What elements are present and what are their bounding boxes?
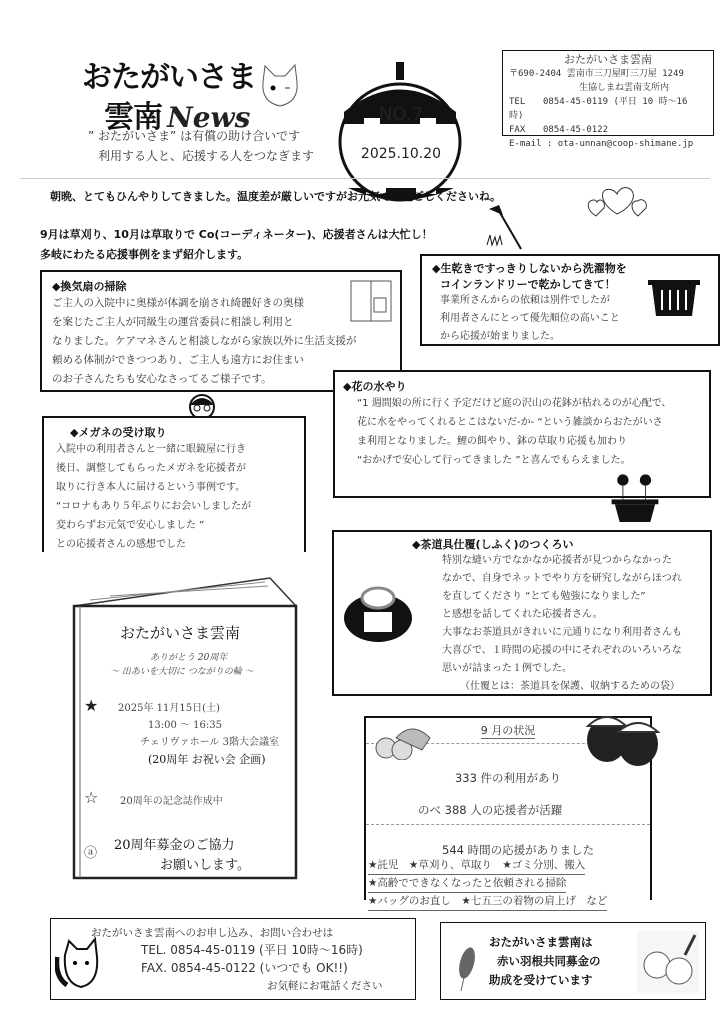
stats-list-item: ★バッグのお直し ★七五三の着物の肩上げ など — [368, 893, 607, 911]
contact-tel: TEL. 0854-45-0119 (平日 10時～16時) — [141, 943, 363, 957]
case-line: 事業所さんからの依頼は別件でしたが — [440, 295, 610, 306]
case-line: 後日、調整してもらったメガネを応援者が — [56, 463, 246, 474]
case-line: から応援が始まりました。 — [440, 331, 560, 342]
circle-a-icon: ⓐ — [84, 846, 98, 861]
case-title-line2: コインランドリーで乾かしてきて！ — [440, 278, 616, 291]
case-line: との応援者さんの感想でした — [56, 539, 186, 550]
case-title: ◆花の水やり — [343, 380, 407, 393]
anniversary-book — [70, 576, 302, 882]
hearts-icon — [582, 184, 652, 218]
intro-line2: 多岐にわたる応援事例をまず紹介します。 — [40, 248, 249, 261]
case-line: なりました。ケアマネさんと相談しながら家族以外に生活支援が — [52, 335, 357, 347]
event-venue: チェリヴァホール 3階大会議室 — [140, 737, 279, 748]
case-line: と感想を話してくれた応援者さん。 — [442, 609, 603, 620]
case-line: 思いが詰まった１例でした。 — [442, 663, 572, 674]
logo-line1: おたがいさま — [82, 60, 256, 95]
issue-date: 2025.10.20 — [360, 146, 442, 162]
case-title: ◆換気扇の掃除 — [52, 280, 127, 293]
case-line: ご主人の入院中に奥様が体調を崩され綺麗好きの奥様 — [52, 297, 304, 309]
case-title: ◆生乾きですっきりしないから洗濯物を — [432, 262, 627, 275]
contact-closing: お気軽にお電話ください — [267, 980, 383, 992]
stats-list-item: ★高齢でできなくなったと依頼される掃除 — [368, 875, 566, 893]
stats-list-item: ★託児 ★草刈り、草取り ★ゴミ分別、搬入 — [368, 857, 585, 875]
case-tea-utensil-pouch — [332, 530, 712, 696]
case-line: 特別な縫い方でなかなか応援者が見つからなかった — [442, 555, 672, 566]
contact-box — [50, 918, 416, 1000]
anniversary-subtitle1: ありがとう 20周年 — [150, 653, 228, 663]
case-line: 取りに行き本人に届けるという事例です。 — [56, 482, 246, 493]
intro-greeting: 朝晩、とてもひんやりしてきました。温度差が厳しいですがお元気でお過ごしくださいね。 — [50, 190, 501, 203]
fundraising-request: 20周年募金のご協力 — [114, 838, 235, 853]
event-date: 2025年 11月15日(土) — [118, 703, 220, 714]
case-line: 大喜びで、１時間の応援の中にそれぞれのいろいろな — [442, 645, 682, 656]
logo-news: News — [167, 101, 251, 134]
stats-supporters: のべ 388 人の応援者が活躍 — [418, 803, 563, 817]
case-line: ま利用となりました。鯉の餌やり、鉢の草取り応援も加わり — [357, 436, 627, 447]
address-box — [502, 50, 714, 149]
address-office: 生協しまね雲南支所内 — [579, 83, 670, 93]
star-outline-icon: ☆ — [84, 788, 99, 807]
pumpkin-icon — [336, 62, 466, 202]
grant-line2: 赤い羽根共同募金の — [497, 954, 601, 968]
tea-bowl-icon — [342, 582, 414, 642]
star-icon: ★ — [84, 696, 99, 715]
contact-fax: FAX. 0854-45-0122 (いつでも OK!!) — [141, 961, 348, 975]
case-line: 入院中の利用者さんと一緒に眼鏡屋に行き — [56, 444, 246, 455]
divider — [20, 178, 710, 179]
case-line: “コロナもあり５年ぶりにお会いしましたが — [56, 501, 252, 512]
tagline-line1: ” おたがいさま” は有償の助け合いです — [88, 129, 301, 143]
stats-uses: 333 件の利用があり — [454, 771, 562, 785]
anniversary-subtitle2: ～ 出あいを大切に つながりの輪 ～ — [110, 667, 254, 677]
address-org: おたがいさま雲南 — [564, 53, 652, 66]
grant-line1: おたがいさま雲南は — [489, 935, 593, 949]
case-line: を案じたご主人が同級生の運営委員に相談し利用と — [52, 316, 294, 328]
event-time: 13:00 ～ 16:35 — [148, 720, 222, 731]
chestnuts-icon — [372, 720, 434, 760]
stats-hours: 544 時間の応援がありました — [442, 843, 595, 857]
address-fax: 0854-45-0122 — [543, 125, 609, 135]
tagline-line2: 利用する人と、応援する人をつなぎます — [98, 149, 315, 163]
acorns-icon — [582, 704, 662, 768]
event-name: (20周年 お祝い会 企画) — [148, 753, 266, 766]
shovel-icon — [485, 205, 525, 250]
case-line: 花に水をやってくれるとこはないだ-か- “という雑談からおたがいさ — [357, 417, 663, 428]
intro-line1: 9月は草刈り、10月は草取りで Co(コーディネーター)、応援者さんは大忙し！ — [40, 228, 433, 241]
fundraising-request-line2: お願いします。 — [160, 858, 250, 873]
cat-phone-icon — [55, 937, 105, 993]
anniversary-title: おたがいさま雲南 — [120, 624, 241, 642]
case-line: 利用者さんにとって優先順位の高いこと — [440, 313, 620, 324]
red-feather-grant-box — [440, 922, 706, 1000]
cat-icon — [255, 62, 303, 112]
grant-line3: 助成を受けています — [489, 973, 593, 987]
address-postal: 〒690-2404 雲南市三刀屋町三刀屋 1249 — [509, 69, 684, 79]
window-cleaning-icon — [350, 280, 392, 322]
case-line: 頼める体制ができつつあり、ご主人も遠方にお住まい — [52, 354, 304, 366]
red-feather-mascot-icon — [635, 929, 701, 995]
address-tel: 0854-45-0119 (平日 10 時～16 時) — [509, 97, 688, 121]
case-line: を直してくださり “とても勉強になりました” — [442, 591, 646, 602]
fax-label: FAX — [509, 125, 526, 135]
case-line: 大事なお茶道具がきれいに元通りになり利用者さんも — [442, 627, 682, 638]
case-title: ◆メガネの受け取り — [70, 426, 167, 439]
masthead-logo — [82, 52, 262, 136]
feather-icon — [455, 943, 479, 993]
tagline — [88, 126, 314, 166]
case-glasses — [42, 416, 306, 552]
case-laundry — [420, 254, 720, 346]
case-line: “おかげで安心して行ってきました ”と喜んでもらえました。 — [357, 455, 631, 466]
logo-line2: 雲南 — [104, 100, 162, 135]
case-line: のお子さんたちも安心なさってるご様子です。 — [52, 373, 272, 385]
case-title: ◆茶道具仕覆(しふく)のつくろい — [412, 538, 574, 551]
case-line: なかで、自身でネットでやり方を研究しながらほつれ — [442, 573, 682, 584]
pumpkin-issue-badge — [336, 62, 466, 202]
flowerpot-icon — [610, 472, 660, 522]
tel-label: TEL — [509, 97, 526, 107]
address-email: E-mail : ota-unnan@coop-shimane.jp — [509, 139, 694, 149]
contact-intro: おたがいさま雲南へのお申し込み、お問い合わせは — [91, 927, 334, 939]
stats-title: 9 月の状況 — [480, 724, 536, 737]
commemorative-magazine-note: 20周年の記念誌作成中 — [120, 796, 223, 807]
case-line: 変わらずお元気で安心しました ” — [56, 520, 205, 531]
laundry-basket-icon — [648, 280, 700, 316]
case-line: “1 週間娘の所に行く予定だけど庭の沢山の花鉢が枯れるのが心配で、 — [357, 398, 672, 409]
issue-number: NO.7 — [378, 104, 424, 125]
case-note: （仕覆とは：茶道具を保護、収納するための袋） — [460, 681, 680, 692]
